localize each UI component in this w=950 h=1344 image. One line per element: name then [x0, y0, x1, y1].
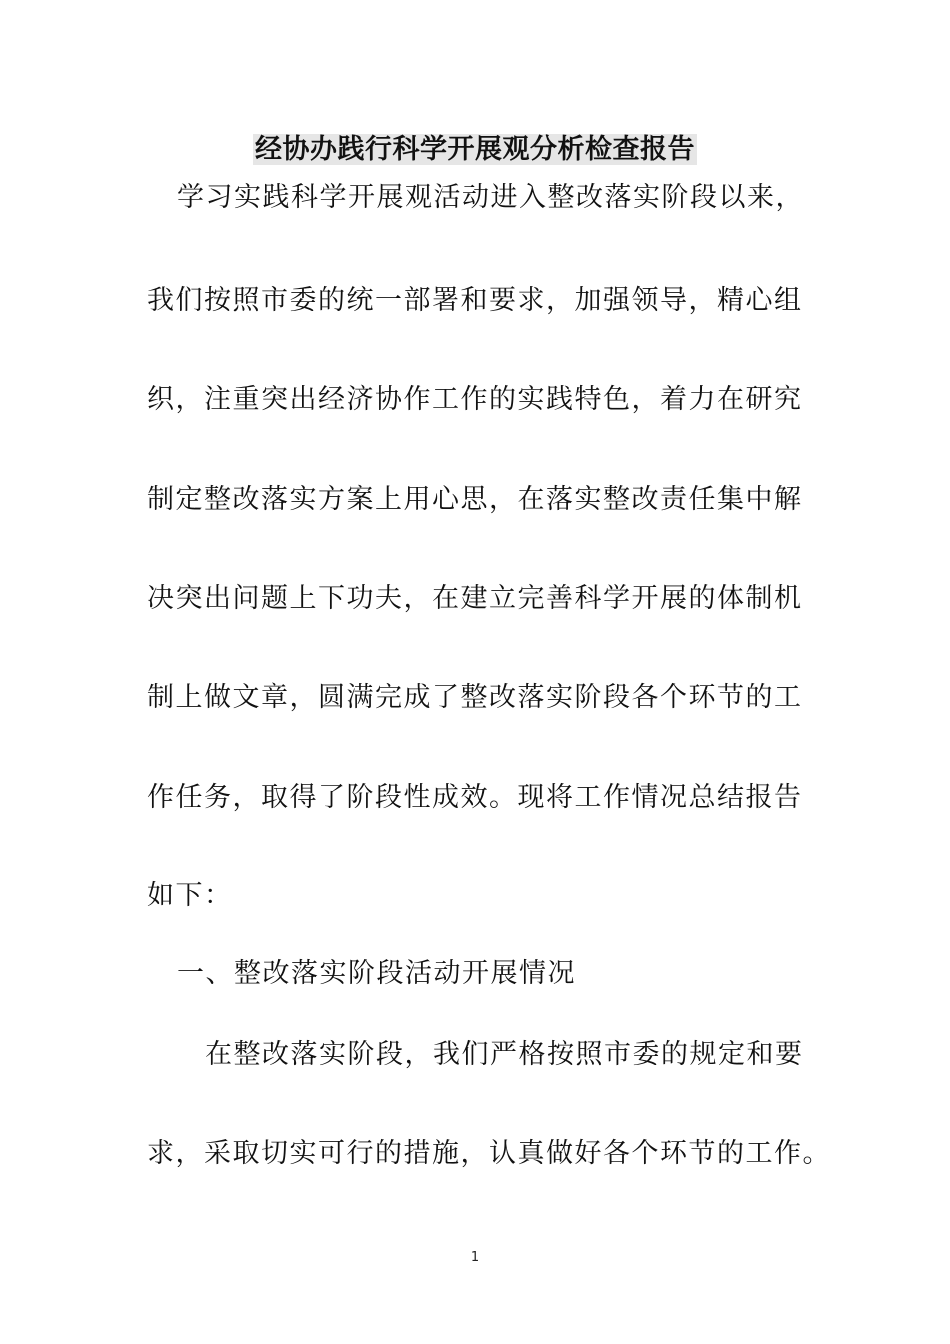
document-title-text: 经协办践行科学开展观分析检查报告 — [255, 134, 695, 165]
paragraph-line-7: 作任务，取得了阶段性成效。现将工作情况总结报告 — [147, 782, 803, 813]
paragraph-line-5: 决突出问题上下功夫，在建立完善科学开展的体制机 — [147, 583, 803, 614]
section-heading: 一、整改落实阶段活动开展情况 — [177, 958, 576, 989]
paragraph-line-6: 制上做文章，圆满完成了整改落实阶段各个环节的工 — [147, 682, 803, 713]
page-number: 1 — [470, 1250, 480, 1265]
paragraph-line-4: 制定整改落实方案上用心思，在落实整改责任集中解 — [147, 484, 803, 515]
paragraph-line-8: 如下： — [147, 880, 233, 911]
paragraph-line-3: 织，注重突出经济协作工作的实践特色，着力在研究 — [147, 384, 803, 415]
paragraph-line-10: 求，采取切实可行的措施，认真做好各个环节的工作。 — [147, 1138, 831, 1169]
paragraph-line-2: 我们按照市委的统一部署和要求，加强领导，精心组 — [147, 285, 803, 316]
document-title — [0, 132, 950, 168]
paragraph-line-9: 在整改落实阶段，我们严格按照市委的规定和要 — [205, 1039, 804, 1070]
paragraph-line-1: 学习实践科学开展观活动进入整改落实阶段以来， — [177, 182, 804, 213]
